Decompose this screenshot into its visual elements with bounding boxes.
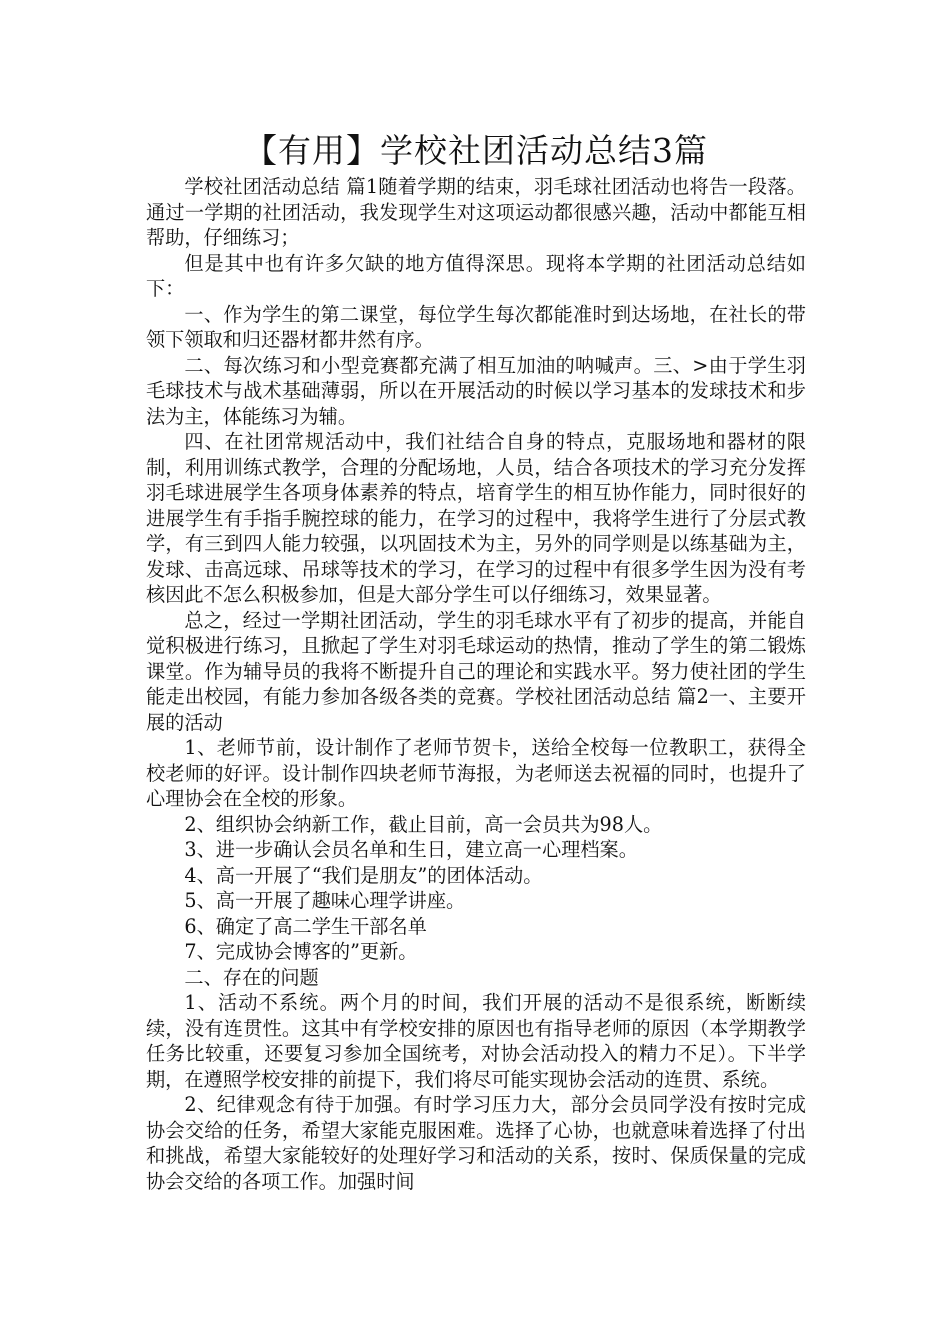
paragraph: 2、组织协会纳新工作，截止目前，高一会员共为98人。 — [184, 812, 663, 836]
document-page — [146, 128, 806, 1194]
paragraph: 四、在社团常规活动中，我们社结合自身的特点，克服场地和器材的限制，利用训练式教学，合理的分配场地，人员，结合各项技术的学习充分发挥羽毛球进展学生各项身体素养的特点，培育学生的相互协作能力，同时很好的进展学生有手指手腕控球的能力，在学习的过程中，我将学生进行了分层式教学，有三到四人能力较强，以巩固技术为主，另外的同学则是以练基础为主，发球、击高远球、吊球等技术的学习，在学习的过程中有很多学生因为没有考核因此不怎么积极参加，但是大部分学生可以仔细练习，效果显著。 — [146, 430, 806, 606]
paragraph: 6、确定了高二学生干部名单 — [184, 914, 427, 938]
paragraph: 1、活动不系统。两个月的时间，我们开展的活动不是很系统，断断续续，没有连贯性。这其中有学校安排的原因也有指导老师的原因（本学期教学任务比较重，还要复习参加全国统考，对协会活动投入的精力不足）。下半学期，在遵照学校安排的前提下，我们将尽可能实现协会活动的连贯、系统。 — [146, 991, 806, 1091]
paragraph: 二、存在的问题 — [184, 965, 319, 989]
paragraph: 一、作为学生的第二课堂，每位学生每次都能准时到达场地，在社长的带领下领取和归还器材都井然有序。 — [146, 302, 806, 351]
paragraph: 4、高一开展了“我们是朋友”的团体活动。 — [184, 863, 543, 887]
paragraph: 3、进一步确认会员名单和生日，建立高一心理档案。 — [184, 838, 638, 861]
paragraph: 2、纪律观念有待于加强。有时学习压力大，部分会员同学没有按时完成协会交给的任务，希望大家能克服困难。选择了心协，也就意味着选择了付出和挑战，希望大家能较好的处理好学习和活动的关系，按时、保质保量的完成协会交给的各项工作。加强时间 — [146, 1093, 806, 1193]
paragraph: 5、高一开展了趣味心理学讲座。 — [184, 889, 466, 912]
paragraph: 总之，经过一学期社团活动，学生的羽毛球水平有了初步的提高，并能自觉积极进行练习，且掀起了学生对羽毛球运动的热情，推动了学生的第二锻炼课堂。作为辅导员的我将不断提升自己的理论和实践水平。努力使社团的学生能走出校园，有能力参加各级各类的竞赛。学校社团活动总结 篇2一、主要开展的活动 — [146, 608, 806, 734]
paragraph: 但是其中也有许多欠缺的地方值得深思。现将本学期的社团活动总结如下： — [146, 251, 806, 300]
paragraph: 二、每次练习和小型竞赛都充满了相互加油的呐喊声。三、>由于学生羽毛球技术与战术基础薄弱，所以在开展活动的时候以学习基本的发球技术和步法为主，体能练习为辅。 — [146, 353, 806, 428]
document-body — [146, 174, 806, 1194]
document-title: 【有用】学校社团活动总结3篇 — [244, 131, 708, 170]
paragraph: 7、完成协会博客的”更新。 — [184, 940, 418, 963]
paragraph: 学校社团活动总结 篇1随着学期的结束，羽毛球社团活动也将告一段落。通过一学期的社团活动，我发现学生对这项运动都很感兴趣，活动中都能互相帮助，仔细练习； — [146, 175, 806, 249]
paragraph: 1、老师节前，设计制作了老师节贺卡，送给全校每一位教职工，获得全校老师的好评。设计制作四块老师节海报，为老师送去祝福的同时，也提升了心理协会在全校的形象。 — [146, 736, 806, 810]
